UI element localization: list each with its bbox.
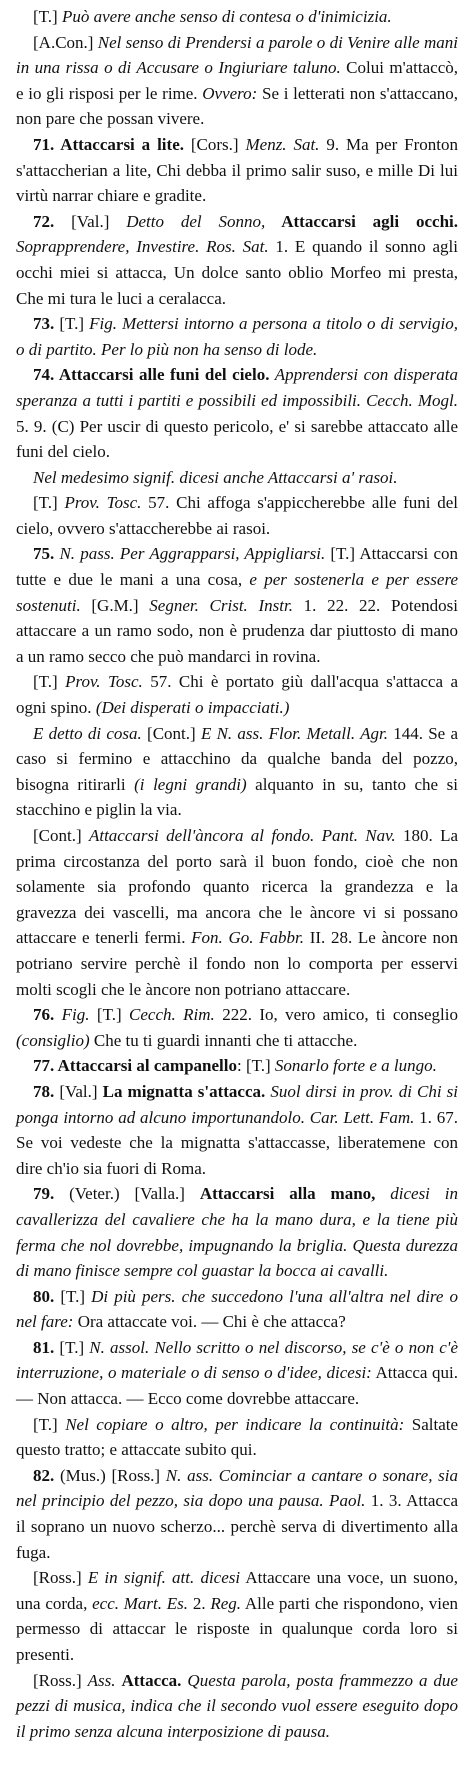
entry-paragraph [16,209,458,311]
body-text: 5. 9. (C) Per uscir di questo pericolo, e' si sarebbe attaccato alle funi del cielo. [16,416,458,462]
body-text: [T.] [33,493,65,513]
entry-paragraph [16,1335,458,1412]
body-text: Ora attaccate voi. — Chi è che attacca? [73,1312,346,1332]
entry-paragraph [16,1079,458,1181]
headword-text: 80. [33,1286,55,1306]
body-text: Saltate questo tratto; e attaccate subito qui. [16,1414,459,1460]
body-text: Attacca qui. — Non attacca. — Ecco come dovrebbe attaccare. [16,1363,458,1409]
body-text: [T.] [33,672,66,692]
body-text: : [T.] [236,1056,275,1076]
body-text: 222. Io, vero amico, ti conseglio [214,1005,458,1025]
headword-text: 77. Attaccarsi al campanello [33,1056,237,1076]
body-text: Colui m'attaccò, e io gli risposi per le rime. [16,58,459,103]
entry-paragraph [16,1463,458,1565]
body-text: [Val.] [54,211,127,231]
headword-text: 72. [33,211,55,231]
gloss-text: Fon. Go. Fabbr. [191,928,305,948]
entry-paragraph [16,669,458,720]
gloss-text: N. assol. Nello scritto o nel discorso, se c'è o non c'è interruzione, o materiale o di senso o d'idee, dicesi: [16,1337,458,1383]
gloss-text: Apprendersi con disperata speranza a tutti i partiti e possibili ed impossibili. Cecch. Mogl. [16,365,458,410]
gloss-text: Attaccarsi dell'àncora al fondo. Pant. Nav. [88,826,396,845]
body-text: 1. 3. Attacca il soprano un nuovo scherzo... perchè serva di divertimento alla fuga. [16,1491,458,1562]
entry-paragraph [16,311,458,362]
gloss-text: Sonarlo forte e a lungo. [274,1056,437,1076]
body-text: [T.] [54,1337,90,1357]
headword-text: 73. [33,314,55,334]
body-text: [Ross.] [33,1670,88,1690]
gloss-text: N. pass. Per Aggrapparsi, Appigliarsi. [54,544,326,564]
body-text: [T.] [89,1005,130,1025]
entry-paragraph [16,4,458,30]
headword-text: 71. Attaccarsi a lite. [33,134,184,154]
gloss-text: (i legni grandi) [134,774,247,794]
gloss-text: Cecch. Rim. [129,1005,215,1025]
headword-text: Attaccarsi alla mano, [199,1184,376,1204]
gloss-text: E in signif. att. dicesi [87,1568,241,1588]
body-text: [T.] [54,1286,92,1306]
body-text: 2. [188,1593,211,1613]
entry-paragraph [16,541,458,669]
gloss-text: Può avere anche senso di contesa o d'inimicizia. [61,7,392,26]
gloss-text: E detto di cosa. [33,723,142,743]
gloss-text: Nel medesimo signif. dicesi anche Attaccarsi a' rasoi. [33,467,398,487]
headword-text: Attacca. [121,1670,182,1690]
entry-paragraph [16,1668,458,1745]
body-text: 1. 22. 22. Potendosi attaccare a un ramo sodo, non è prudenza dar piuttosto di mano a un ramo secco che può mandarci in rovina. [16,595,458,666]
headword-text: 74. Attaccarsi alle funi del cielo. [33,365,270,385]
body-text: 57. Chi affoga s'appiccherebbe alle funi del cielo, ovvero s'attaccherebbe ai rasoi. [16,493,458,538]
entry-paragraph [16,1053,458,1079]
headword-text: La mignatta s'attacca. [102,1081,266,1101]
body-text: [T.] [33,7,62,26]
entry-paragraph [16,1412,458,1463]
headword-text: 78. [33,1081,55,1101]
body-text: Che tu ti guardi innanti che ti attacche. [89,1030,358,1050]
gloss-text: Soprapprendere, Investire. Ros. Sat. [16,237,269,257]
body-text: 1. 67. Se voi vedeste che la mignatta s'attaccasse, liberatemene con dire ch'io sia fuori di Roma. [16,1107,458,1178]
gloss-text: ecc. Mart. Es. [92,1593,189,1613]
entry-paragraph [16,490,458,541]
headword-text: 79. [33,1184,55,1204]
gloss-text: Questa parola, posta frammezzo a due pezzi di musica, indica che il secondo vuol essere eseguito dopo il primo senza alcuna interposizione di pausa. [16,1670,458,1741]
dictionary-entry-text [16,4,458,1744]
body-text: II. 28. Le àncore non potriano servire perchè il fondo non lo comporta per esservi molti scogli che le àncore non potriano attaccare. [16,928,458,999]
headword-text: 81. [33,1337,55,1357]
headword-text: 82. [33,1465,55,1485]
entry-paragraph [16,823,458,1002]
body-text: 9. Ma per Fronton s'attaccherian a lite, Chi debba il primo salir suso, e mille Di lui virtù narrar chiare e gradite. [16,134,458,206]
headword-text: 75. [33,544,55,564]
gloss-text: Ovvero: [202,83,258,103]
body-text: [T.] [33,1414,66,1434]
body-text: 57. Chi è portato giù dall'acqua s'attacca a ogni spino. [16,672,458,718]
body-text: 1. E quando il sonno agli occhi miei si attacca, Un dolce santo oblio Morfeo mi presta, Che mi tura le luci a ceralacca. [16,237,459,308]
entry-paragraph [16,721,458,823]
body-text: Se i letterati non s'attaccano, non pare che possan vivere. [16,83,458,129]
body-text: [T.] [54,314,90,334]
entry-paragraph [16,1284,458,1335]
body-text: 180. La prima circostanza del porto sarà il buon fondo, cioè che non solamente sia profondo quanto ricerca la grandezza e la gravezza dei vascelli, ma ancora che le àncore vi si possano attaccare e tenerli fermi. [16,826,458,948]
body-text: [G.M.] [80,595,150,615]
gloss-text: dicesi in cavallerizza del cavaliere che ha la mano dura, e la tiene più ferma che nol dovrebbe, impugnando la briglia. Questa durezza di mano finisce sempre col guastar la bocca ai cavalli. [16,1184,458,1281]
gloss-text: Segner. Crist. Instr. [149,595,293,615]
entry-paragraph [16,132,458,209]
gloss-text: Nel senso di Prendersi a parole o di Venire alle mani in una rissa o di Accusare o Ingiuriare taluno. [16,32,458,78]
gloss-text: Prov. Tosc. [64,493,142,513]
entry-paragraph [16,1181,458,1283]
body-text: [Ross.] [33,1568,88,1588]
gloss-text: Reg. [210,1593,242,1613]
gloss-text: E N. ass. Flor. Metall. Agr. [200,723,388,743]
gloss-text: (Dei disperati o impacciati.) [95,698,290,718]
body-text: (Mus.) [Ross.] [54,1465,166,1485]
body-text: Alle parti che rispondono, vien permesso di attaccar le risposte in qualunque corda loro si presenti. [16,1593,459,1664]
gloss-text: Nel copiare o altro, per indicare la continuità: [65,1414,405,1434]
gloss-text: Detto del Sonno, [126,211,266,231]
body-text: Attaccare una voce, un suono, una corda, [16,1568,458,1613]
entry-paragraph [16,465,458,491]
body-text: [T.] Attaccarsi con tutte e due le mani a una cosa, [16,544,458,590]
body-text: [A.Con.] [33,32,98,52]
gloss-text: N. ass. Cominciar a cantare o sonare, sia nel principio del pezzo, sia dopo una pausa. Paol. [16,1465,459,1511]
headword-text: 76. [33,1005,55,1025]
entry-paragraph [16,1565,458,1667]
body-text: [Cont.] [141,723,201,743]
gloss-text: Di più pers. che succedono l'una all'altra nel dire o nel fare: [16,1286,458,1332]
gloss-text: Fig. [54,1005,90,1025]
body-text: [Cors.] [183,134,246,154]
body-text: alquanto in su, tanto che si stacchino e piglin la via. [16,774,458,820]
gloss-text: Fig. Mettersi intorno a persona a titolo o di servigio, o di partito. Per lo più non ha senso di lode. [16,314,458,359]
gloss-text: Ass. [87,1670,116,1690]
entry-paragraph [16,362,458,464]
body-text: [Cont.] [33,826,89,845]
entry-paragraph [16,30,458,132]
entry-paragraph [16,1002,458,1053]
gloss-text: Menz. Sat. [245,134,320,154]
body-text: [Val.] [54,1081,103,1101]
gloss-text: (consiglio) [16,1030,90,1050]
gloss-text: Prov. Tosc. [65,672,143,692]
body-text: 144. Se a caso si fermino e attacchino da qualche banda del pozzo, bisogna ritirarli [16,723,459,794]
headword-text: Attaccarsi agli occhi. [265,211,459,231]
body-text: (Veter.) [Valla.] [54,1184,200,1204]
gloss-text: e per sostenerla e per essere sostenuti. [16,570,458,615]
gloss-text: Suol dirsi in prov. di Chi si ponga intorno ad alcuno importunandolo. Car. Lett. Fam. [16,1081,458,1127]
